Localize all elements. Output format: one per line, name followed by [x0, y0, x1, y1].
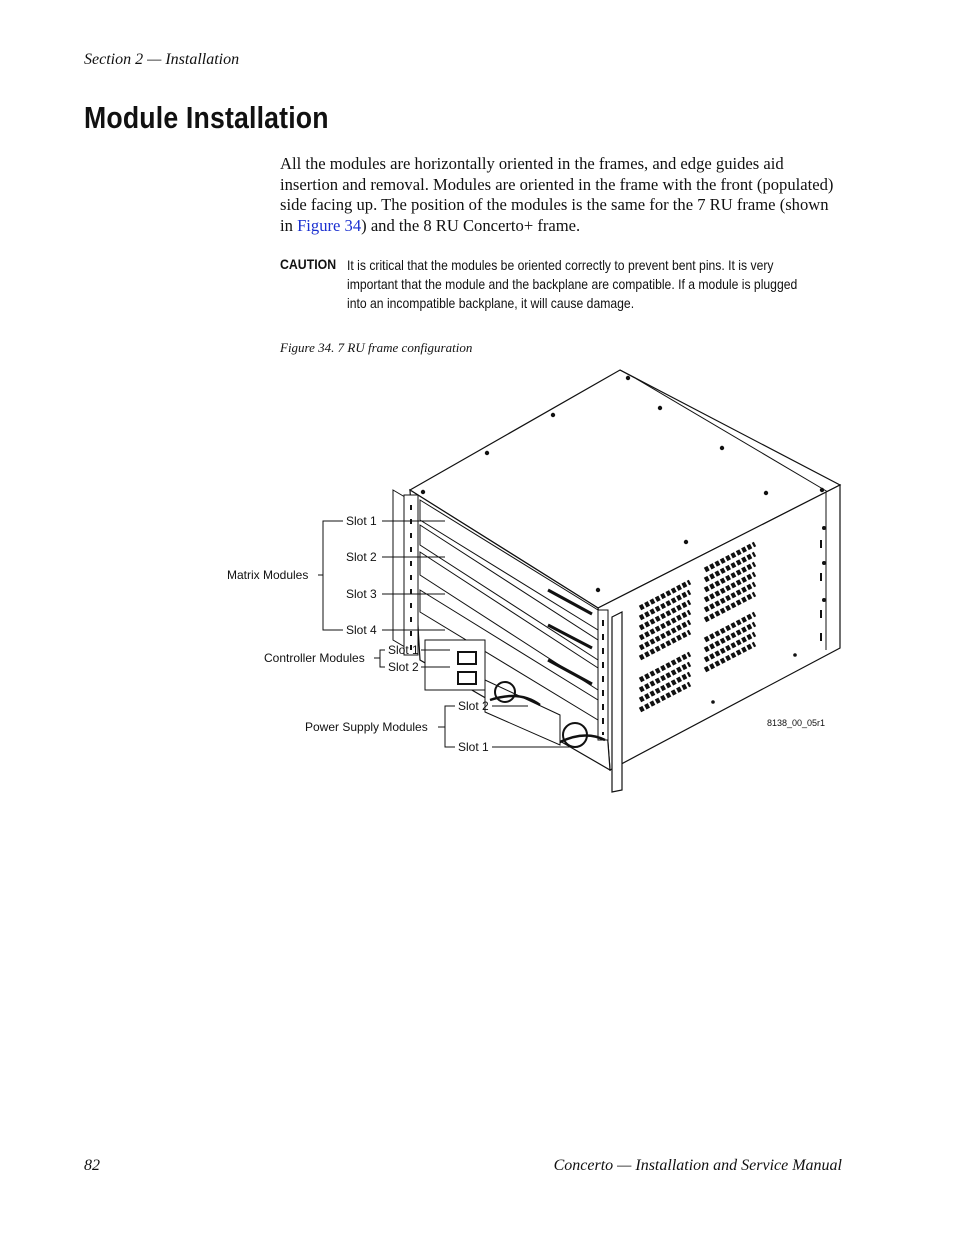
body-text-start: All the modules are horizontally oriented in the frames, and edge guides aid insertion and removal. Modules are oriented in the frame with the front (populated) side facing up. The position of the modules is the same for the 7 RU frame (shown in: [280, 154, 834, 235]
matrix-slot-1-label: Slot 1: [346, 514, 377, 528]
caution-text: It is critical that the modules be oriented correctly to prevent bent pins. It is very important that the module and the backplane are compatible. If a module is plugged into an incompatible backplane, it will cause damage.: [347, 257, 798, 311]
page-title: Module Installation: [84, 100, 329, 135]
matrix-slot-3-label: Slot 3: [346, 587, 377, 601]
power-slot-2-label: Slot 2: [458, 699, 489, 713]
matrix-slot-2-label: Slot 2: [346, 550, 377, 564]
frame-drawing: [393, 370, 840, 792]
manual-title: Concerto — Installation and Service Manual: [553, 1157, 842, 1174]
power-slot-1-label: Slot 1: [458, 740, 489, 754]
figure-34-link[interactable]: Figure 34: [297, 215, 362, 235]
caution-label: CAUTION: [280, 256, 337, 272]
frame-configuration-figure: [0, 360, 954, 800]
controller-modules-label: Controller Modules: [264, 651, 365, 665]
matrix-modules-label: Matrix Modules: [227, 568, 309, 582]
page-number: 82: [84, 1157, 100, 1174]
body-paragraph: [280, 154, 844, 236]
figure-caption: Figure 34. 7 RU frame configuration: [280, 340, 473, 355]
body-text-end: ) and the 8 RU Concerto+ frame.: [361, 215, 581, 235]
controller-slot-1-label: Slot 1: [388, 643, 419, 657]
power-supply-modules-label: Power Supply Modules: [305, 720, 428, 734]
controller-slot-2-label: Slot 2: [388, 660, 419, 674]
section-header: Section 2 — Installation: [84, 51, 240, 68]
matrix-slot-4-label: Slot 4: [346, 623, 377, 637]
drawing-id: 8138_00_05r1: [767, 718, 826, 728]
